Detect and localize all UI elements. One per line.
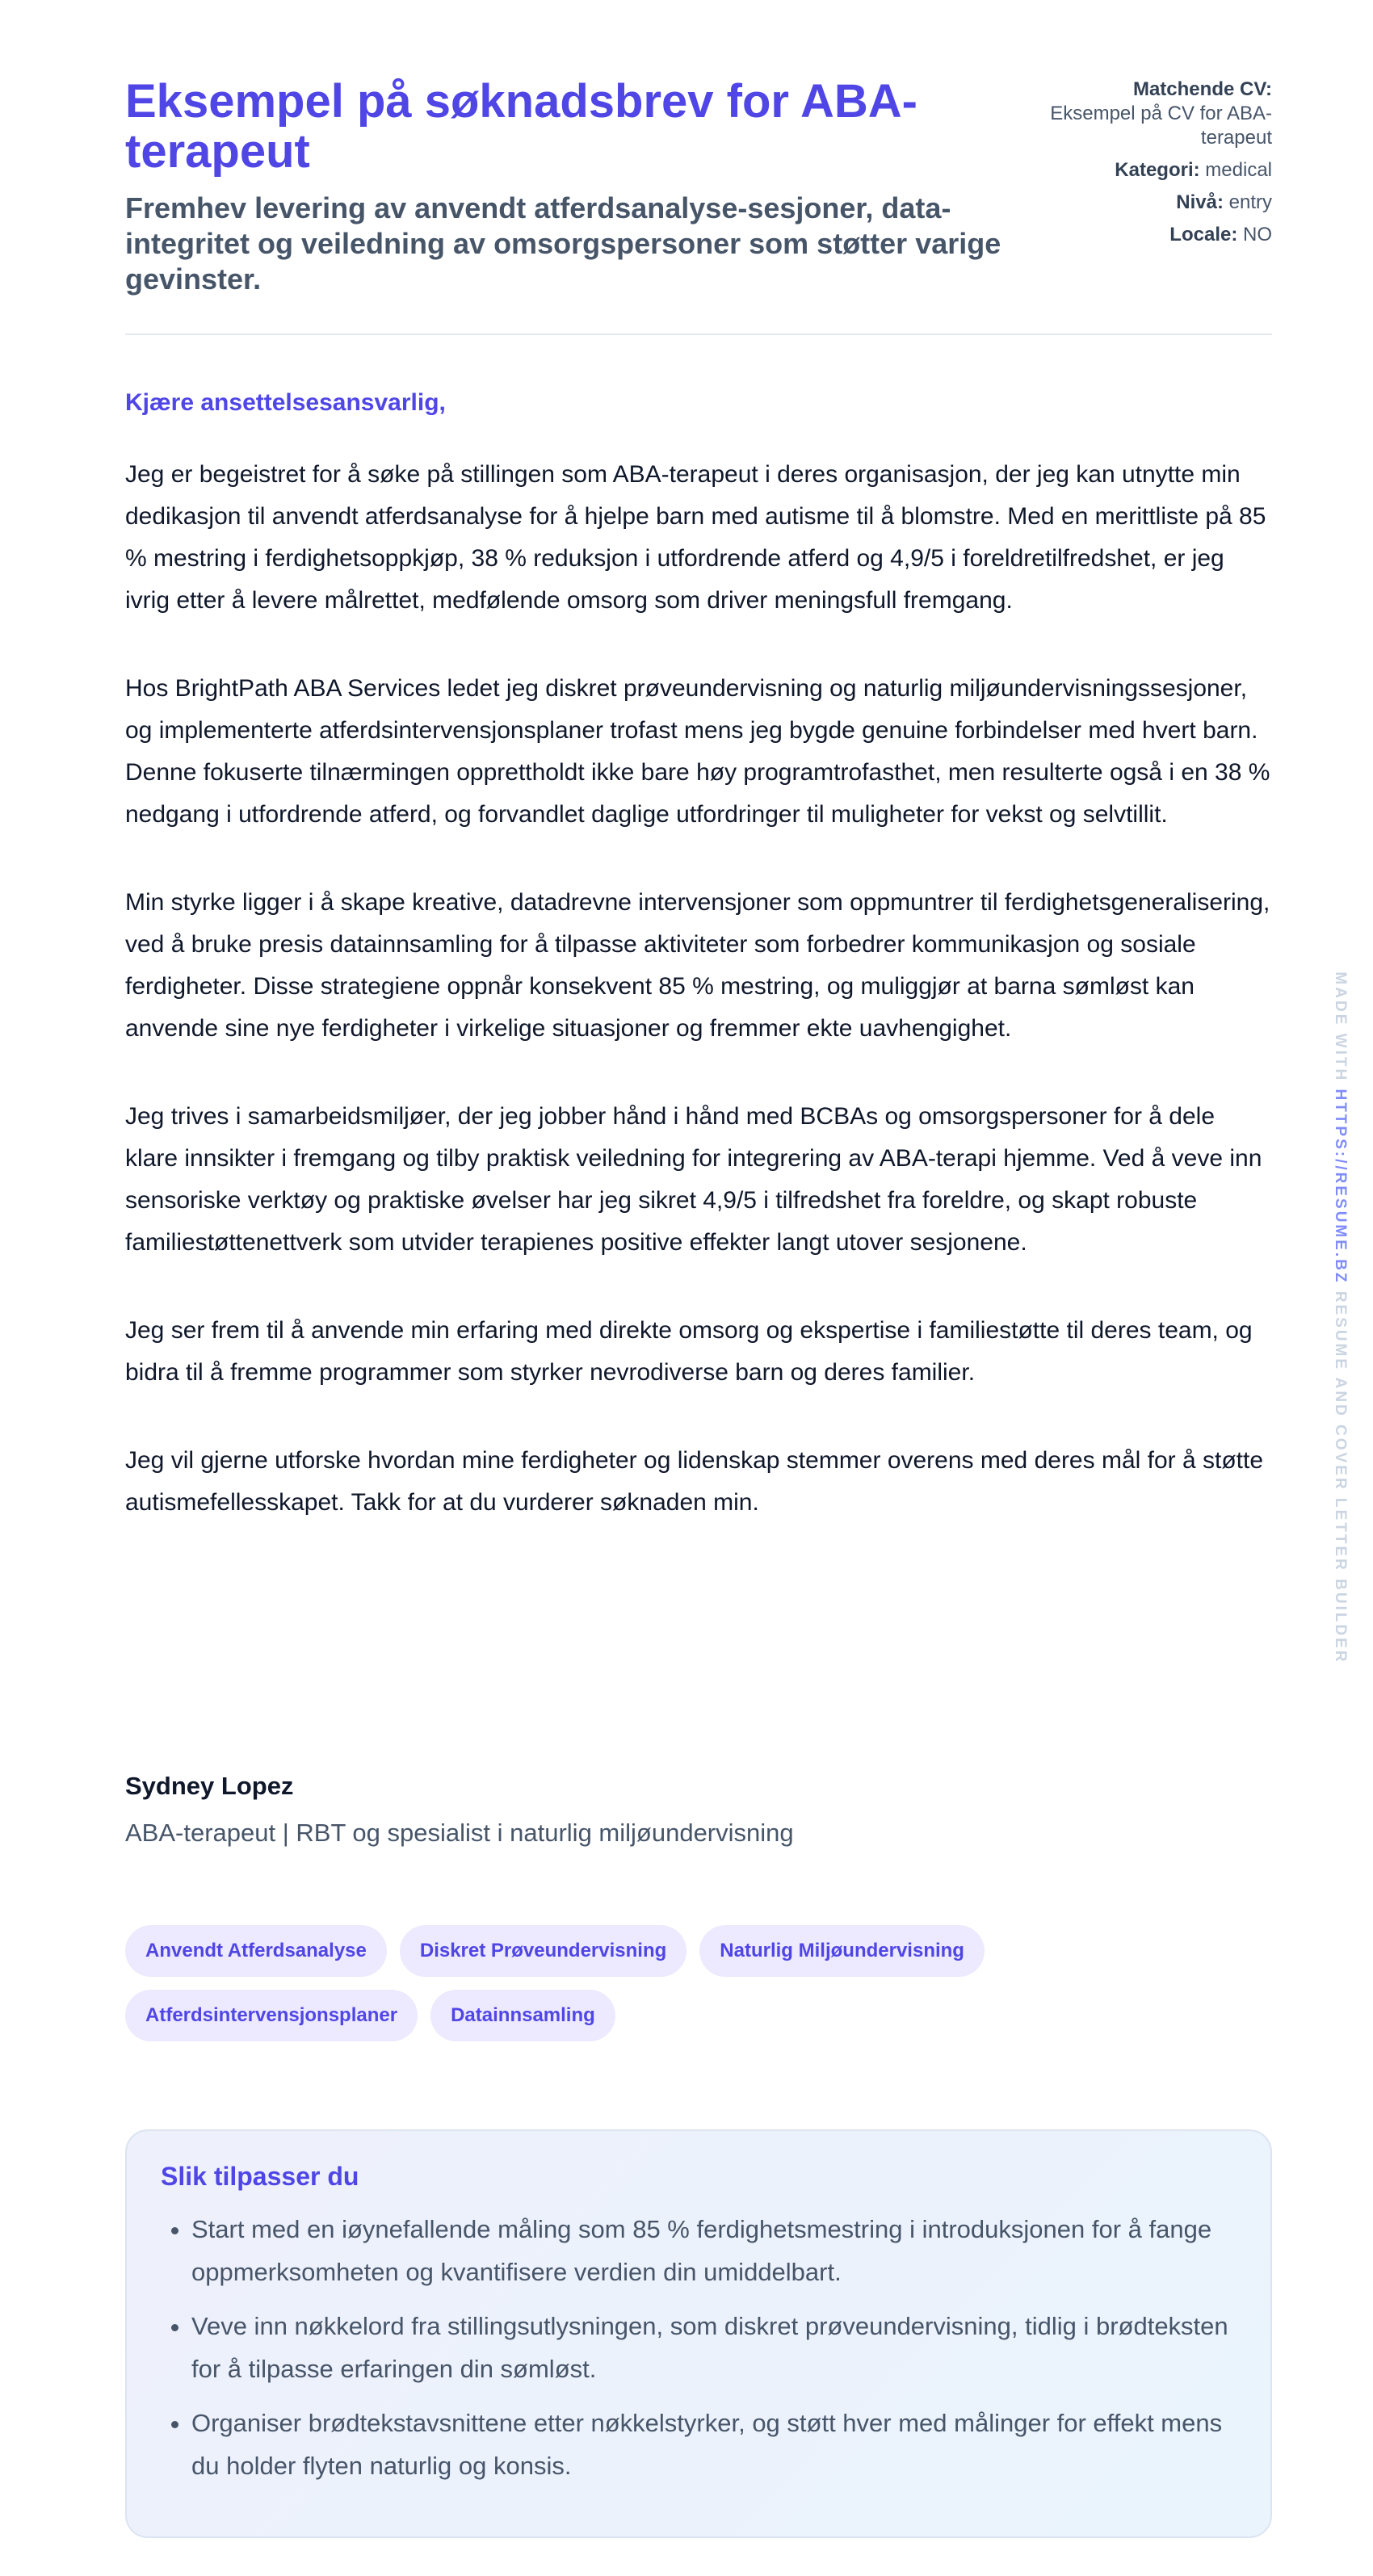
meta-cv [1030,78,1272,150]
skill-tag: Datainnsamling [430,1990,615,2041]
skill-tag: Diskret Prøveundervisning [400,1925,686,1977]
tips-box [125,2129,1272,2538]
letter-body [125,454,1272,1570]
meta-locale [1030,223,1272,247]
letter-paragraph: Jeg ser frem til å anvende min erfaring med direkte omsorg og ekspertise i familiestøtte til deres team, og bidra til å fremme programmer som styrker nevrodiverse barn og deres familier. [125,1317,1253,1386]
side-banner [1331,971,1349,1663]
page-title: Eksempel på søknadsbrev for ABA-terapeut [125,75,917,178]
side-banner-link[interactable]: HTTPS://RESUME.BZ [1332,1089,1349,1285]
tips-item: • Start med en iøynefallende måling som 85 % ferdighetsmestring i introduksjonen for å fange oppmerksomheten og kvantifisere verdien din umiddelbart. [191,2208,1237,2293]
letter-paragraph: Min styrke ligger i å skape kreative, datadrevne intervensjoner som oppmuntrer til ferdighetsgeneralisering, ved å bruke presis datainnsamling for å tilpasse aktiviteter som forbedrer kommunikasjon og sosiale ferdigheter. Disse strategiene oppnår konsekvent 85 % mestring, og muliggjør at barna sømløst kan anvende sine nye ferdigheter i virkelige situasjoner og fremmer ekte uavhengighet. [125,889,1270,1042]
letter-paragraph: Hos BrightPath ABA Services ledet jeg diskret prøveundervisning og naturlig miljøundervisningssesjoner, og implementerte atferdsintervensjonsplaner trofast mens jeg bygde genuine forbindelser med hvert barn. Denne fokuserte tilnærmingen opprettholdt ikke bare høy programtrofasthet, men resulterte også i en 38 % nedgang i utfordrende atferd, og forvandlet daglige utfordringer til muligheter for vekst og selvtillit. [125,675,1270,828]
skill-tag: Anvendt Atferdsanalyse [125,1925,387,1977]
tips-list [161,2208,1237,2487]
side-banner-prefix: MADE WITH [1332,971,1349,1083]
meta-cv-label: Matchende CV: [1132,78,1272,100]
page-subtitle: Fremhev levering av anvendt atferdsanalyse-sesjoner, data-integritet og veiledning av omsorgspersoner som støtter varige gevinster. [125,191,1001,296]
tips-item: • Veve inn nøkkelord fra stillingsutlysningen, som diskret prøveundervisning, tidlig i brødteksten for å tilpasse erfaringen din sømløst. [191,2305,1237,2390]
meta-category-label: Kategori: [1115,159,1200,181]
skill-tag: Atferdsintervensjonsplaner [125,1990,418,2041]
header [125,0,1272,335]
signature-role: ABA-terapeut | RBT og spesialist i naturlig miljøundervisning [125,1819,794,1847]
meta-locale-value: NO [1243,224,1272,245]
meta-level-label: Nivå: [1176,191,1224,213]
tips-title: Slik tilpasser du [161,2162,359,2191]
meta-level [1030,191,1272,215]
letter-paragraph: Jeg vil gjerne utforske hvordan mine ferdigheter og lidenskap stemmer overens med deres mål for å støtte autismefellesskapet. Takk for at du vurderer søknaden min. [125,1447,1264,1516]
tips-item: • Organiser brødtekstavsnittene etter nøkkelstyrker, og støtt hver med målinger for effekt mens du holder flyten naturlig og konsis. [191,2402,1237,2487]
meta-category-value: medical [1205,159,1272,181]
meta-panel [1030,78,1272,255]
skill-tags [125,1925,1175,2054]
meta-category [1030,158,1272,183]
meta-locale-label: Locale: [1169,224,1238,245]
side-banner-suffix: RESUME AND COVER LETTER BUILDER [1332,1290,1349,1664]
letter-paragraph: Jeg er begeistret for å søke på stillingen som ABA-terapeut i deres organisasjon, der jeg kan utnytte min dedikasjon til anvendt atferdsanalyse for å hjelpe barn med autisme til å blomstre. Med en merittliste på 85 % mestring i ferdighetsoppkjøp, 38 % reduksjon i utfordrende atferd og 4,9/5 i foreldretilfredshet, er jeg ivrig etter å levere målrettet, medfølende omsorg som driver meningsfull fremgang. [125,461,1266,614]
cover-letter-page [125,0,1272,2480]
meta-cv-value: Eksempel på CV for ABA-terapeut [1050,103,1272,149]
skill-tag: Naturlig Miljøundervisning [699,1925,985,1977]
meta-level-value: entry [1228,191,1272,213]
signature-name: Sydney Lopez [125,1772,294,1800]
letter-paragraph: Jeg trives i samarbeidsmiljøer, der jeg jobber hånd i hånd med BCBAs og omsorgspersoner for å dele klare innsikter i fremgang og tilby praktisk veiledning for integrering av ABA-terapi hjemme. Ved å veve inn sensoriske verktøy og praktiske øvelser har jeg sikret 4,9/5 i tilfredshet fra foreldre, og skapt robuste familiestøttenettverk som utvider terapienes positive effekter langt utover sesjonene. [125,1103,1262,1256]
letter-greeting: Kjære ansettelsesansvarlig, [125,389,446,416]
